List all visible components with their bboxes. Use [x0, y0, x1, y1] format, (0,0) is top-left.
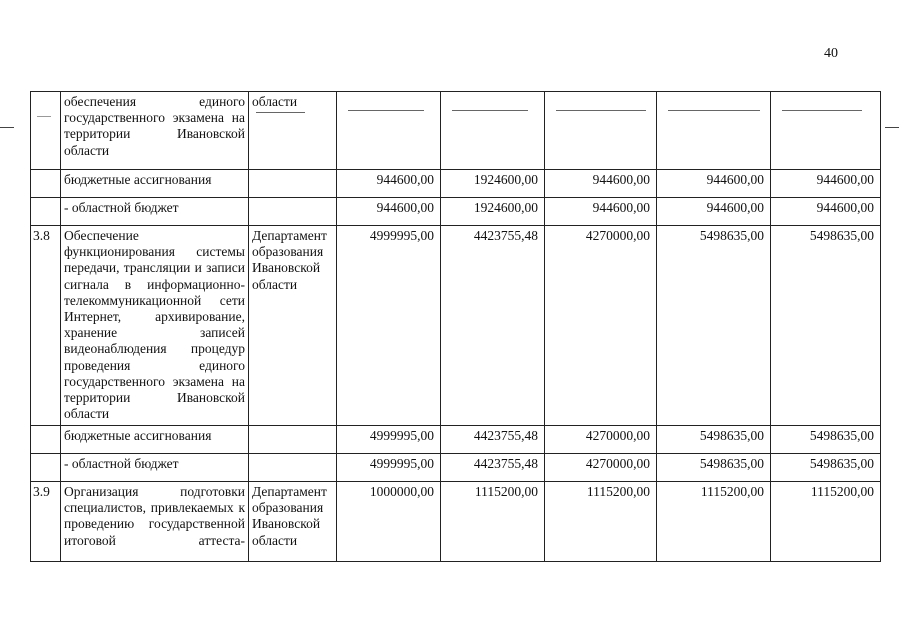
row-executor-cell [249, 92, 337, 170]
row-executor-cell [249, 170, 337, 198]
value-cell: 944600,00 [545, 170, 657, 198]
value-cell: 5498635,00 [771, 226, 881, 426]
value-cell: 944600,00 [771, 170, 881, 198]
value-cell: 1115200,00 [441, 482, 545, 562]
value-cell: 944600,00 [337, 170, 441, 198]
value-cell: 4999995,00 [337, 454, 441, 482]
empty-index-marker [37, 116, 51, 117]
value-cell: 944600,00 [545, 198, 657, 226]
value-cell: 5498635,00 [771, 426, 881, 454]
row-name-cell: бюджетные ассигнования [61, 426, 249, 454]
value-cell: 5498635,00 [771, 454, 881, 482]
value-cell: 5498635,00 [657, 226, 771, 426]
row-name-cell: - областной бюджет [61, 198, 249, 226]
empty-value-line [556, 110, 646, 111]
value-cell: 944600,00 [337, 198, 441, 226]
row-executor-cell: Департамент образования Ивановской области [249, 482, 337, 562]
table-row [31, 482, 881, 562]
value-cell: 1924600,00 [441, 170, 545, 198]
value-cell: 1000000,00 [337, 482, 441, 562]
empty-value-line [452, 110, 528, 111]
row-index-cell [31, 426, 61, 454]
value-cell: 4270000,00 [545, 454, 657, 482]
value-cell: 944600,00 [657, 198, 771, 226]
row-name-cell: - областной бюджет [61, 454, 249, 482]
row-executor-text: области [252, 94, 298, 109]
budget-table [30, 91, 881, 562]
page-number: 40 [824, 46, 838, 61]
row-index-cell: 3.8 [31, 226, 61, 426]
empty-value-line [348, 110, 424, 111]
table-row [31, 92, 881, 170]
value-cell: 1115200,00 [545, 482, 657, 562]
value-cell: 4999995,00 [337, 426, 441, 454]
value-cell [441, 92, 545, 170]
table-row [31, 454, 881, 482]
value-cell: 4999995,00 [337, 226, 441, 426]
row-index-cell: 3.9 [31, 482, 61, 562]
value-cell: 944600,00 [657, 170, 771, 198]
value-cell: 944600,00 [771, 198, 881, 226]
row-index-cell [31, 170, 61, 198]
row-executor-cell: Департамент образования Ивановской области [249, 226, 337, 426]
value-cell: 1115200,00 [771, 482, 881, 562]
value-cell: 5498635,00 [657, 454, 771, 482]
margin-dash-right [885, 127, 899, 128]
row-index-cell [31, 198, 61, 226]
row-name-cell: Организация подготовки специалистов, привлекаемых к проведению государственной итоговой аттеста- [61, 482, 249, 562]
value-cell: 4423755,48 [441, 226, 545, 426]
value-cell: 4270000,00 [545, 226, 657, 426]
table-row [31, 198, 881, 226]
margin-dash-left [0, 127, 14, 128]
row-index-cell [31, 454, 61, 482]
value-cell [657, 92, 771, 170]
table-row [31, 426, 881, 454]
row-executor-cell [249, 454, 337, 482]
value-cell: 4270000,00 [545, 426, 657, 454]
value-cell: 1924600,00 [441, 198, 545, 226]
row-name-cell: Обеспечение функционирования системы передачи, трансляции и записи сигнала в информационно-телекоммуникационной сети Интернет, архивирование, хранение записей видеонаблюдения процедур проведения единого государственного экзамена на территории Ивановской области [61, 226, 249, 426]
empty-value-line [782, 110, 862, 111]
row-executor-cell [249, 426, 337, 454]
value-cell [545, 92, 657, 170]
value-cell: 4423755,48 [441, 454, 545, 482]
value-cell: 5498635,00 [657, 426, 771, 454]
value-cell [771, 92, 881, 170]
row-name-cell: бюджетные ассигнования [61, 170, 249, 198]
table-row [31, 226, 881, 426]
value-cell [337, 92, 441, 170]
row-name-cell: обеспечения единого государственного экзамена на территории Ивановской области [61, 92, 249, 170]
empty-value-line [668, 110, 760, 111]
value-cell: 1115200,00 [657, 482, 771, 562]
executor-stub-line [256, 112, 305, 113]
row-index-cell [31, 92, 61, 170]
value-cell: 4423755,48 [441, 426, 545, 454]
table-row [31, 170, 881, 198]
row-executor-cell [249, 198, 337, 226]
